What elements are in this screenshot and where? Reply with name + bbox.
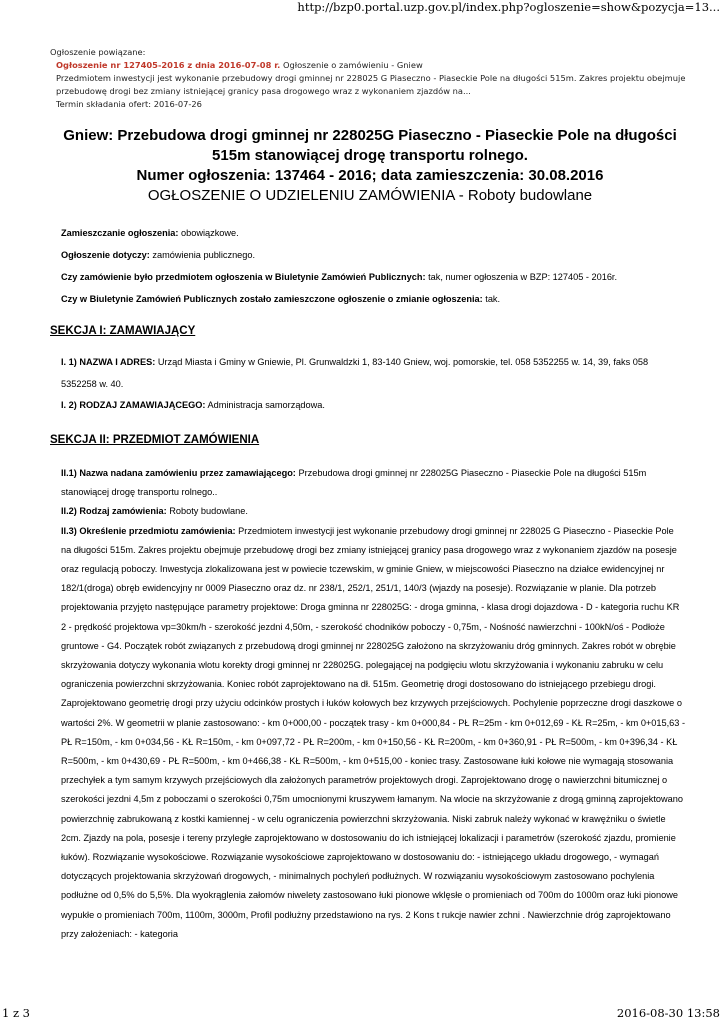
section2-kind-label: II.2) Rodzaj zamówienia: xyxy=(61,506,167,517)
section2-heading: SEKCJA II: PRZEDMIOT ZAMÓWIENIA xyxy=(50,434,260,446)
related-title: Ogłoszenie powiązane: xyxy=(50,47,146,57)
info-bzp-value: tak, numer ogłoszenia w BZP: 127405 - 2016r. xyxy=(428,272,618,282)
info-concerns-value: zamówienia publicznego. xyxy=(152,250,256,260)
section1-type-value: Administracja samorządowa. xyxy=(207,400,325,410)
related-deadline: Termin składania ofert: 2016-07-26 xyxy=(56,99,202,109)
notice-subtitle: OGŁOSZENIE O UDZIELENIU ZAMÓWIENIA - Roboty budowlane xyxy=(147,187,593,204)
section1-type xyxy=(61,395,686,417)
info-publication-label: Zamieszczanie ogłoszenia: xyxy=(61,228,179,238)
section1-heading: SEKCJA I: ZAMAWIAJĄCY xyxy=(50,325,196,337)
print-header-url: http://bzp0.portal.uzp.gov.pl/index.php?ogloszenie=show&pozycja=13... xyxy=(297,0,720,14)
info-bzp xyxy=(61,272,681,283)
related-notice xyxy=(50,46,690,111)
notice-headings xyxy=(50,126,690,206)
info-publication-value: obowiązkowe. xyxy=(181,228,239,238)
related-link-rest: Ogłoszenie o zamówieniu - Gniew xyxy=(282,60,423,70)
print-footer-timestamp: 2016-08-30 13:58 xyxy=(616,1006,720,1020)
section2-name xyxy=(61,464,686,502)
section1-body xyxy=(61,352,686,417)
section2-kind-value: Roboty budowlane. xyxy=(169,506,248,517)
related-description: Przedmiotem inwestycji jest wykonanie przebudowy drogi gminnej nr 228025 G Piaseczno - Piaseckie Pole na długości 515m. Zakres projektu obejmuje przebudowę drogi bez zmiany istniejącej granicy pasa drogowego wraz z wykonaniem zjazdów na... xyxy=(56,73,686,96)
section2-body xyxy=(61,464,686,944)
section1-name-label: I. 1) NAZWA I ADRES: xyxy=(61,357,156,367)
info-concerns xyxy=(61,250,681,261)
section2-name-label: II.1) Nazwa nadana zamówieniu przez zamawiającego: xyxy=(61,468,296,478)
info-concerns-label: Ogłoszenie dotyczy: xyxy=(61,250,150,260)
section2-scope xyxy=(61,522,686,944)
notice-number: Numer ogłoszenia: 137464 - 2016; data zamieszczenia: 30.08.2016 xyxy=(136,167,604,184)
section2-scope-label: II.3) Określenie przedmiotu zamówienia: xyxy=(61,525,236,536)
related-entry xyxy=(56,59,690,111)
section1-name-value: Urząd Miasta i Gminy w Gniewie, Pl. Grunwaldzki 1, 83-140 Gniew, woj. pomorskie, tel. 058 5352255 w. 14, 39, faks 058 5352258 w. 40. xyxy=(61,357,649,389)
info-change-label: Czy w Biuletynie Zamówień Publicznych zostało zamieszczone ogłoszenie o zmianie ogłoszenia: xyxy=(61,294,483,304)
info-publication xyxy=(61,228,681,239)
notice-title: Gniew: Przebudowa drogi gminnej nr 228025G Piaseczno - Piaseckie Pole na długości 515m stanowiącej drogę transportu rolnego. xyxy=(63,127,677,164)
section1-name xyxy=(61,352,686,395)
section2-kind xyxy=(61,502,686,521)
section2-scope-value: Przedmiotem inwestycji jest wykonanie przebudowy drogi gminnej nr 228025 G Piaseczno - Piaseckie Pole na długości 515m. Zakres projektu obejmuje przebudowę drogi bez zmiany istniejącej granicy pasa drogowego wraz z wykonaniem zjazdów na posesje oraz regulacją poboczy. Inwestycja zlokalizowana jest w powiecie tczewskim, w gminie Gniew, w miejscowości Piaseczno na działce ewidencyjnej nr 182/1(droga) obręb ewidencyjny nr 0009 Piaseczno oraz dz. nr 238/1, 252/1, 251/1, 140/3 (wjazdy na posesje). Rozwiązanie w planie. Dla potrzeb projektowania przyjęto następujące parametry projektowe: Droga gminna nr 228025G: - droga gminna, - klasa drogi dojazdowa - D - kategoria ruchu KR 2 - prędkość projektowa vp=30km/h - szerokość jezdni 4,50m, - szerokość chodników poboczy - 0,75m, - Nośność nawierzchni - 100kN/oś - Podłoże gruntowe - G4. Początek robót związanych z przebudową drogi gminnej nr 228025G założono na skrzyżowaniu dróg gminnych. Zakres robót w obrębie skrzyżowania dotyczy wykonania wlotu korekty drogi gminnej nr 228025G. polegającej na podgięciu wlotu skrzyżowania i wykonaniu zabruku w celu ograniczenia powierzchni skrzyżowania. Koniec robót zaprojektowano na dł. 515m. Geometrię drogi dostosowano do istniejącego przebiegu drogi. Zaprojektowano geometrię drogi przy użyciu odcinków prostych i łuków kołowych bez krzywych przejściowych. Pochylenie poprzeczne drogi daszkowe o wartości 2%. W geometrii w planie zastosowano: - km 0+000,00 - początek trasy - km 0+000,84 - PŁ R=25m - km 0+012,69 - KŁ R=25m, - km 0+015,63 - PŁ R=150m, - km 0+034,56 - KŁ R=150m, - km 0+097,72 - PŁ R=200m, - km 0+150,56 - KŁ R=200m, - km 0+360,91 - PŁ R=500m, - km 0+396,34 - KŁ R=500m, - km 0+430,69 - PŁ R=500m, - km 0+466,38 - KŁ R=500m, - km 0+515,00 - koniec trasy. Zastosowane łuki kołowe nie wymagają stosowania przechyłek a tym samym krzywych przejściowych dla założonych parametrów projektowych drogi. Zaprojektowano drogę o nawierzchni bitumicznej o szerokości jezdni 4,5m z poboczami o szerokości 0,75m umocnionymi kruszywem łamanym. Na wlocie na skrzyżowanie z drogą gminną zaprojektowano powierzchnię zabrukowaną z kostki kamiennej - w celu ograniczenia powierzchni skrzyżowania. Niski zabruk należy wykonać w krawężniku o świetle 2cm. Zjazdy na pola, posesje i tereny przyległe zaprojektowano w dostosowaniu do ich istniejącej lokalizacji i parametrów (szerokość zjazdu, promienie łuków). Rozwiązanie wysokościowe. Rozwiązanie wysokościowe zaprojektowano w dostosowaniu do: - istniejącego układu drogowego, - wymagań dotyczących projektowania skrzyżowań drogowych, - minimalnych pochyleń podłużnych. W rozwiązaniu wysokościowym zastosowano pochylenia podłużne od 0,5% do 5,5%. Dla wyokrąglenia załomów niwelety zastosowano łuki pionowe wklęsłe o promieniach od 700m do 1000m oraz łuki pionowe wypukłe o promieniach 700m, 1100m, 3000m, Profil podłużny przedstawiono na rys. 2 Kons t rukcje nawier zchni . Nawierzchnie dróg zaprojektowano przy założeniach: - kategoria xyxy=(61,525,686,939)
related-notice-link[interactable]: Ogłoszenie nr 127405-2016 z dnia 2016-07-08 r. xyxy=(56,60,281,70)
info-change-value: tak. xyxy=(485,294,501,304)
notice-info xyxy=(61,228,681,316)
info-bzp-label: Czy zamówienie było przedmiotem ogłoszenia w Biuletynie Zamówień Publicznych: xyxy=(61,272,426,282)
print-footer-page: 1 z 3 xyxy=(2,1006,31,1020)
section2-name-value: Przebudowa drogi gminnej nr 228025G Piaseczno - Piaseckie Pole na długości 515m stanowiącej drogę transportu rolnego.. xyxy=(61,468,647,498)
section1-type-label: I. 2) RODZAJ ZAMAWIAJĄCEGO: xyxy=(61,400,206,410)
info-change xyxy=(61,294,681,305)
